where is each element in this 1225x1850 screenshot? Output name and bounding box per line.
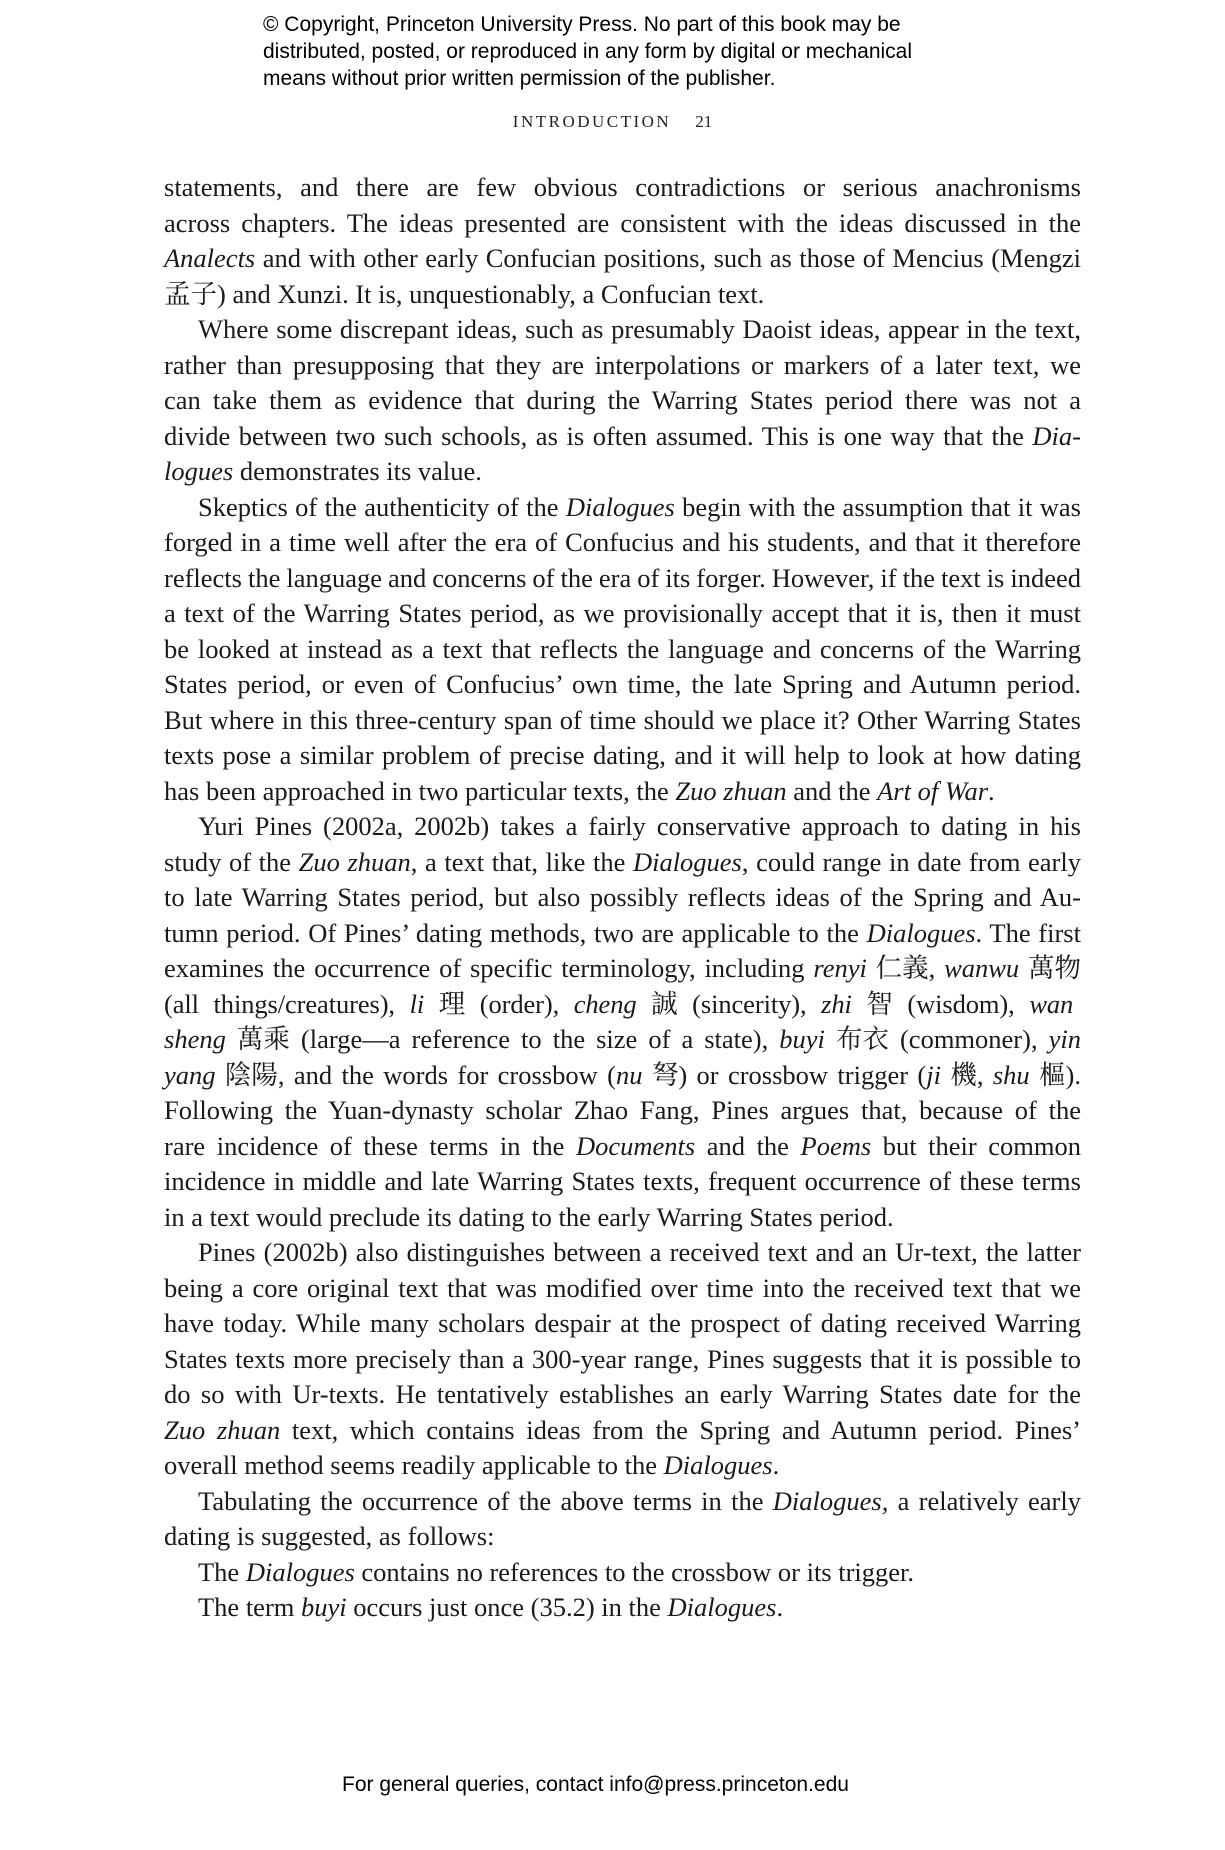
copyright-notice	[263, 11, 912, 92]
text-run: rather than presupposing that they are interpolations or markers of a later text, we	[164, 349, 1081, 380]
text-line	[164, 1235, 1081, 1271]
italic-text: yang	[164, 1059, 216, 1090]
text-line	[164, 525, 1081, 561]
italic-text: Dialogues	[667, 1592, 777, 1622]
text-run: statements, and there are few obvious contradictions or serious anachronisms	[164, 172, 1081, 202]
text-run: Skeptics of the authenticity of the	[198, 491, 566, 522]
text-line	[164, 632, 1081, 668]
text-run: The	[198, 1556, 246, 1587]
text-line	[164, 454, 1081, 490]
text-run: demonstrates its value.	[233, 456, 482, 486]
italic-text: wan	[1029, 988, 1074, 1019]
text-line	[164, 1022, 1081, 1058]
body-text	[164, 170, 1081, 1626]
italic-text: Dialogues	[866, 917, 976, 948]
text-line	[164, 1129, 1081, 1165]
text-line	[164, 951, 1081, 987]
text-run: . The first	[975, 917, 1081, 948]
text-line	[164, 916, 1081, 952]
text-line	[164, 987, 1081, 1023]
italic-text: Dialogues	[245, 1556, 355, 1587]
text-run: across chapters. The ideas presented are consistent with the ideas discussed in the	[164, 207, 1081, 238]
text-run: 弩) or crossbow trigger (	[642, 1059, 927, 1090]
text-line	[164, 383, 1081, 419]
text-run: can take them as evidence that during the Warring States period there was not a	[164, 385, 1081, 415]
text-line	[164, 419, 1081, 455]
text-line	[164, 312, 1081, 348]
italic-text: Poems	[800, 1130, 872, 1161]
text-run: has been approached in two particular texts, the	[164, 775, 676, 806]
text-line	[164, 880, 1081, 916]
italic-text: Dia-	[1032, 420, 1081, 451]
text-run: 機,	[940, 1059, 993, 1090]
text-run: Yuri Pines (2002a, 2002b) takes a fairly conservative approach to dating in his	[198, 811, 1081, 841]
italic-text: ji	[926, 1059, 941, 1090]
text-run: being a core original text that was modified over time into the received text that we	[164, 1272, 1081, 1303]
text-run: study of the	[164, 846, 299, 877]
text-run: Where some discrepant ideas, such as presumably Daoist ideas, appear in the text,	[198, 314, 1081, 344]
text-run: The term	[198, 1592, 302, 1622]
running-head-title: INTRODUCTION	[512, 112, 672, 131]
text-run: 樞).	[1029, 1059, 1081, 1090]
text-run: .	[772, 1450, 780, 1480]
text-line	[164, 774, 1081, 810]
italic-text: zhi	[821, 988, 852, 1019]
italic-text: Dialogues	[663, 1450, 773, 1480]
text-run: be looked at instead as a text that reflects the language and concerns of the Warring	[164, 633, 1081, 664]
text-run: incidence in middle and late Warring States texts, frequent occurrence of these terms	[164, 1166, 1081, 1196]
text-line	[164, 703, 1081, 739]
copyright-line: means without prior written permission of the publisher.	[263, 67, 776, 90]
italic-text: Documents	[575, 1130, 696, 1161]
text-run: to late Warring States period, but also possibly reflects ideas of the Spring and Au-	[164, 882, 1081, 912]
page-number: 21	[695, 112, 713, 131]
text-run: , could range in date from early	[741, 846, 1081, 877]
text-run: forged in a time well after the era of Confucius and his students, and that it therefore	[164, 527, 1081, 557]
text-run: 布衣 (commoner),	[824, 1024, 1049, 1054]
text-run: .	[776, 1592, 784, 1622]
text-run: occurs just once (35.2) in the	[346, 1592, 668, 1622]
footer-contact: For general queries, contact info@press.princeton.edu	[342, 1773, 849, 1796]
text-line	[164, 1413, 1081, 1449]
text-run: examines the occurrence of specific terminology, including	[164, 953, 814, 983]
text-line	[164, 561, 1081, 597]
text-run: dating is suggested, as follows:	[164, 1521, 495, 1551]
italic-text: Zuo zhuan	[164, 1414, 281, 1445]
text-run: 萬乘 (large—a reference to the size of a state),	[225, 1024, 780, 1054]
text-run: contains no references to the crossbow or its trigger.	[354, 1556, 915, 1587]
text-line	[164, 1448, 1081, 1484]
text-run: rare incidence of these terms in the	[164, 1130, 576, 1161]
text-line	[164, 490, 1081, 526]
text-line	[164, 1342, 1081, 1378]
italic-text: nu	[615, 1059, 643, 1090]
text-run: texts pose a similar problem of precise dating, and it will help to look at how dating	[164, 740, 1081, 770]
text-run: Following the Yuan-dynasty scholar Zhao Fang, Pines argues that, because of the	[164, 1095, 1081, 1125]
text-run: in a text would preclude its dating to the early Warring States period.	[164, 1201, 894, 1232]
italic-text: wanwu	[944, 953, 1020, 983]
italic-text: Dialogues,	[772, 1485, 889, 1516]
text-run: (all things/creatures),	[164, 988, 410, 1019]
italic-text: shu	[992, 1059, 1030, 1090]
text-run: Pines (2002b) also distinguishes between a received text and an Ur-text, the latter	[198, 1237, 1081, 1267]
italic-text: Zuo zhuan	[298, 846, 411, 877]
text-line	[164, 1306, 1081, 1342]
italic-text: Zuo zhuan	[675, 775, 787, 806]
italic-text: Analects	[164, 243, 256, 273]
text-run: but their common	[871, 1130, 1081, 1161]
text-run: But where in this three-century span of time should we place it? Other Warring States	[164, 704, 1081, 735]
italic-text: Dialogues	[632, 846, 742, 877]
text-run: .	[988, 775, 995, 806]
text-run: begin with the assumption that it was	[674, 491, 1081, 522]
text-line	[164, 1590, 1081, 1626]
text-line	[164, 348, 1081, 384]
text-run: and the	[786, 775, 878, 806]
text-run: , a text that, like the	[410, 846, 633, 877]
text-run: 仁義,	[866, 953, 945, 983]
italic-text: buyi	[301, 1592, 347, 1622]
text-run: Tabulating the occurrence of the above terms in the	[198, 1485, 773, 1516]
copyright-line: distributed, posted, or reproduced in any form by digital or mechanical	[263, 40, 913, 63]
text-run: 孟子) and Xunzi. It is, unquestionably, a Confucian text.	[164, 278, 765, 309]
text-line	[164, 738, 1081, 774]
italic-text: buyi	[779, 1024, 825, 1054]
text-run: 智 (wisdom),	[851, 988, 1030, 1019]
copyright-line: © Copyright, Princeton University Press. No part of this book may be	[263, 13, 901, 36]
italic-text: yin	[1048, 1024, 1081, 1054]
text-run: 誠 (sincerity),	[636, 988, 822, 1019]
text-line	[164, 241, 1081, 277]
text-line	[164, 1093, 1081, 1129]
text-run: reflects the language and concerns of the era of its forger. However, if the text is indeed	[164, 562, 1081, 593]
text-line	[164, 667, 1081, 703]
italic-text: Dialogues	[565, 491, 675, 522]
text-line	[164, 1484, 1081, 1520]
text-line	[164, 809, 1081, 845]
text-line	[164, 1377, 1081, 1413]
italic-text: sheng	[164, 1024, 226, 1054]
italic-text: li	[409, 988, 425, 1019]
text-line	[164, 170, 1081, 206]
text-run: and the	[695, 1130, 801, 1161]
text-line	[164, 1200, 1081, 1236]
italic-text: cheng	[573, 988, 637, 1019]
text-run: States period, or even of Confucius’ own time, the late Spring and Autumn period.	[164, 669, 1081, 699]
text-line	[164, 1519, 1081, 1555]
italic-text: Art of War	[877, 775, 989, 806]
text-run: divide between two such schools, as is often assumed. This is one way that the	[164, 420, 1033, 451]
text-run: and with other early Confucian positions, such as those of Mencius (Mengzi	[255, 243, 1081, 273]
text-run: 理 (order),	[424, 988, 574, 1019]
text-line	[164, 1058, 1081, 1094]
text-line	[164, 206, 1081, 242]
italic-text: renyi	[813, 953, 867, 983]
text-line	[164, 1555, 1081, 1591]
text-run: 陰陽, and the words for crossbow (	[215, 1059, 616, 1090]
text-run: tumn period. Of Pines’ dating methods, two are applicable to the	[164, 917, 867, 948]
text-run: have today. While many scholars despair at the prospect of dating received Warring	[164, 1308, 1081, 1338]
text-run: 萬物	[1019, 953, 1081, 983]
running-head	[0, 112, 1225, 132]
text-line	[164, 1164, 1081, 1200]
text-run: States texts more precisely than a 300-year range, Pines suggests that it is possible to	[164, 1343, 1081, 1374]
text-line	[164, 277, 1081, 313]
text-run: text, which contains ideas from the Spring and Autumn period. Pines’	[280, 1414, 1081, 1445]
italic-text: logues	[164, 456, 234, 486]
text-line	[164, 845, 1081, 881]
text-run: overall method seems readily applicable to the	[164, 1450, 664, 1480]
text-run: do so with Ur-texts. He tentatively establishes an early Warring States date for the	[164, 1379, 1081, 1409]
text-line	[164, 596, 1081, 632]
text-run: a relatively early	[888, 1485, 1081, 1516]
text-run: a text of the Warring States period, as we provisionally accept that it is, then it must	[164, 598, 1081, 628]
text-line	[164, 1271, 1081, 1307]
